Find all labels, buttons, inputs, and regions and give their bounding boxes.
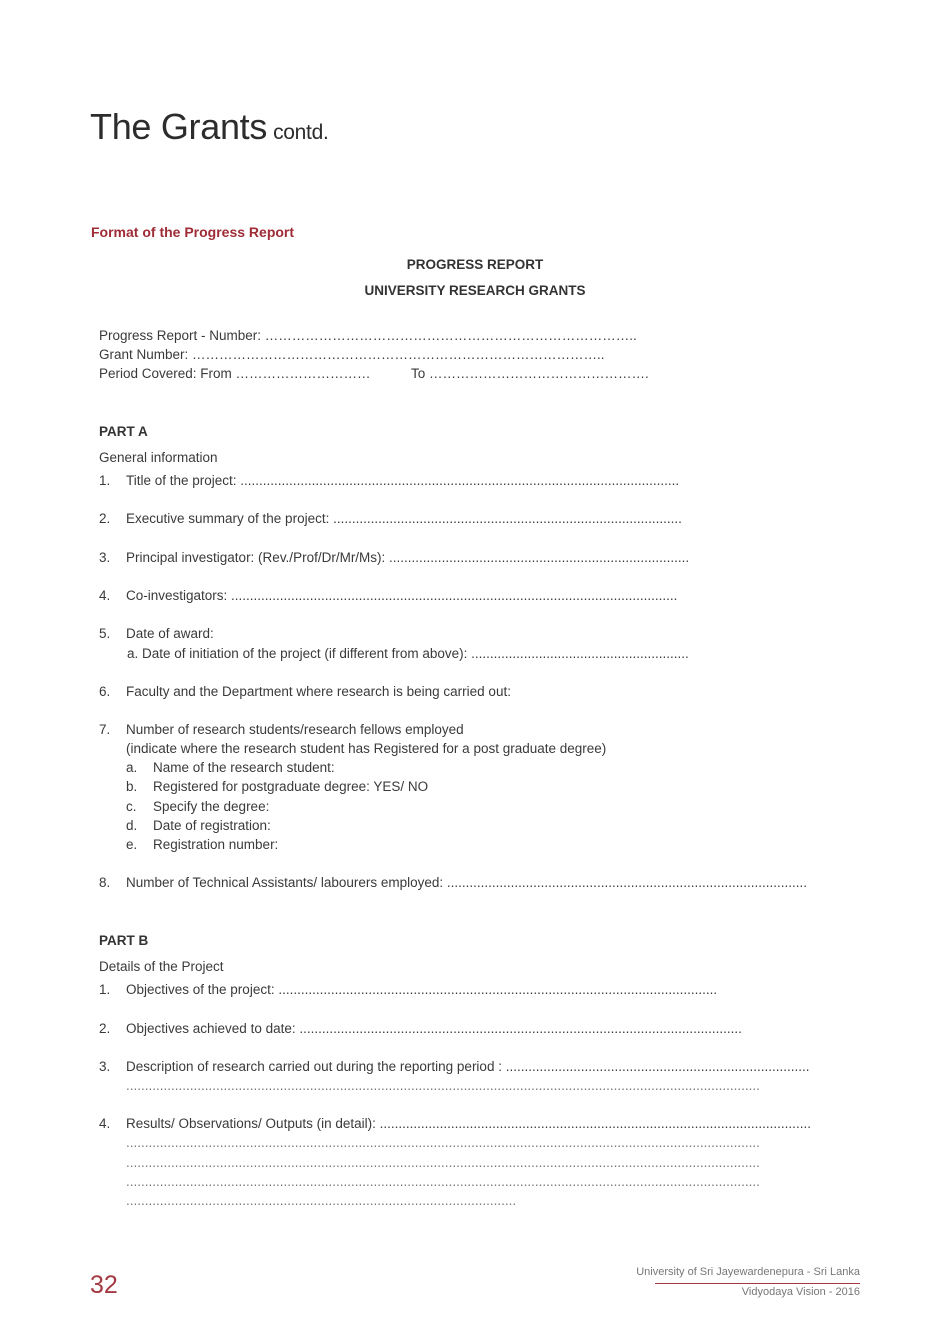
item-number: 3. [99,1059,111,1074]
page-title [90,106,329,148]
list-item [99,1019,742,1038]
list-item [99,1114,811,1133]
list-item [99,624,214,643]
list-item [99,1057,810,1076]
item-number: 4. [99,1116,111,1131]
list-item [99,980,717,999]
list-item [99,586,677,605]
sub-item-letter: a. [126,760,138,775]
list-item-sub: a. Date of initiation of the project (if different from above): .......................................................... [127,646,689,661]
sub-item-text: Registration number: [153,837,279,852]
page-number: 32 [90,1271,118,1299]
sub-item-letter: b. [126,779,138,794]
item-text: Objectives of the project: ..................................................................................................................... [126,982,718,997]
sub-list-item [126,777,428,796]
list-item-note: (indicate where the research student has Registered for a post graduate degree) [126,741,607,756]
item-number: 8. [99,875,111,890]
title-suffix: contd. [273,121,329,144]
item-text: Title of the project: ..................................................................................................................... [126,473,680,488]
footer-divider [655,1283,860,1284]
grant-number-field: Grant Number: ……………………………………………………………………………….. [99,347,605,362]
part-b-subheading: Details of the Project [99,959,224,974]
item-number: 2. [99,511,111,526]
section-label: Format of the Progress Report [91,224,295,240]
item-text: Faculty and the Department where research is being carried out: [126,684,511,699]
item-number: 4. [99,588,111,603]
item-number: 1. [99,473,111,488]
dotted-line: ......................................................................................................................................................................... [126,1155,760,1170]
list-item [99,682,511,701]
item-number: 7. [99,722,111,737]
item-text: Co-investigators: ....................................................................................................................... [126,588,678,603]
dotted-line: ......................................................................................................................................................................... [126,1174,760,1189]
sub-item-text: Specify the degree: [153,799,270,814]
item-number: 6. [99,684,111,699]
part-a-subheading: General information [99,450,218,465]
item-text: Results/ Observations/ Outputs (in detail): ................................................................................................................... [126,1116,811,1131]
report-subheading: UNIVERSITY RESEARCH GRANTS [364,283,586,298]
report-heading: PROGRESS REPORT [406,257,544,272]
item-text: Description of research carried out during the reporting period : ................................................................................. [126,1059,810,1074]
list-item [99,471,679,490]
sub-item-letter: c. [126,799,137,814]
period-from-field: Period Covered: From ………………………… [99,366,371,381]
sub-item-text: Name of the research student: [153,760,335,775]
footer-university: University of Sri Jayewardenepura - Sri Lanka [636,1266,860,1278]
sub-list-item [126,758,335,777]
footer-publication: Vidyodaya Vision - 2016 [741,1286,860,1298]
sub-list-item [126,797,269,816]
item-text: Objectives achieved to date: ...................................................................................................................... [126,1021,742,1036]
title-text: The Grants [90,106,268,147]
list-item [99,509,682,528]
item-text: Principal investigator: (Rev./Prof/Dr/Mr/Ms): ................................................................................ [126,550,690,565]
item-number: 2. [99,1021,111,1036]
sub-list-item [126,816,271,835]
sub-list-item [126,835,278,854]
list-item [99,548,689,567]
list-item [99,873,807,892]
period-to-field: To …………………………………………. [411,366,649,381]
item-number: 5. [99,626,111,641]
sub-item-letter: e. [126,837,138,852]
item-number: 3. [99,550,111,565]
sub-item-letter: d. [126,818,138,833]
item-number: 1. [99,982,111,997]
item-text: Executive summary of the project: ............................................................................................. [126,511,682,526]
item-text: Date of award: [126,626,214,641]
part-a-heading: PART A [99,424,148,439]
item-text: Number of Technical Assistants/ labourers employed: ................................................................................................ [126,875,807,890]
dotted-line: ......................................................................................................................................................................... [126,1078,760,1093]
dotted-line: ........................................................................................................ [126,1193,517,1208]
dotted-line: ......................................................................................................................................................................... [126,1135,760,1150]
report-number-field: Progress Report - Number: ……………………………………………………………………….. [99,328,637,343]
sub-item-text: Date of registration: [153,818,271,833]
part-b-heading: PART B [99,933,149,948]
list-item [99,720,464,739]
sub-item-text: Registered for postgraduate degree: YES/ NO [153,779,429,794]
item-text: Number of research students/research fellows employed [126,722,464,737]
